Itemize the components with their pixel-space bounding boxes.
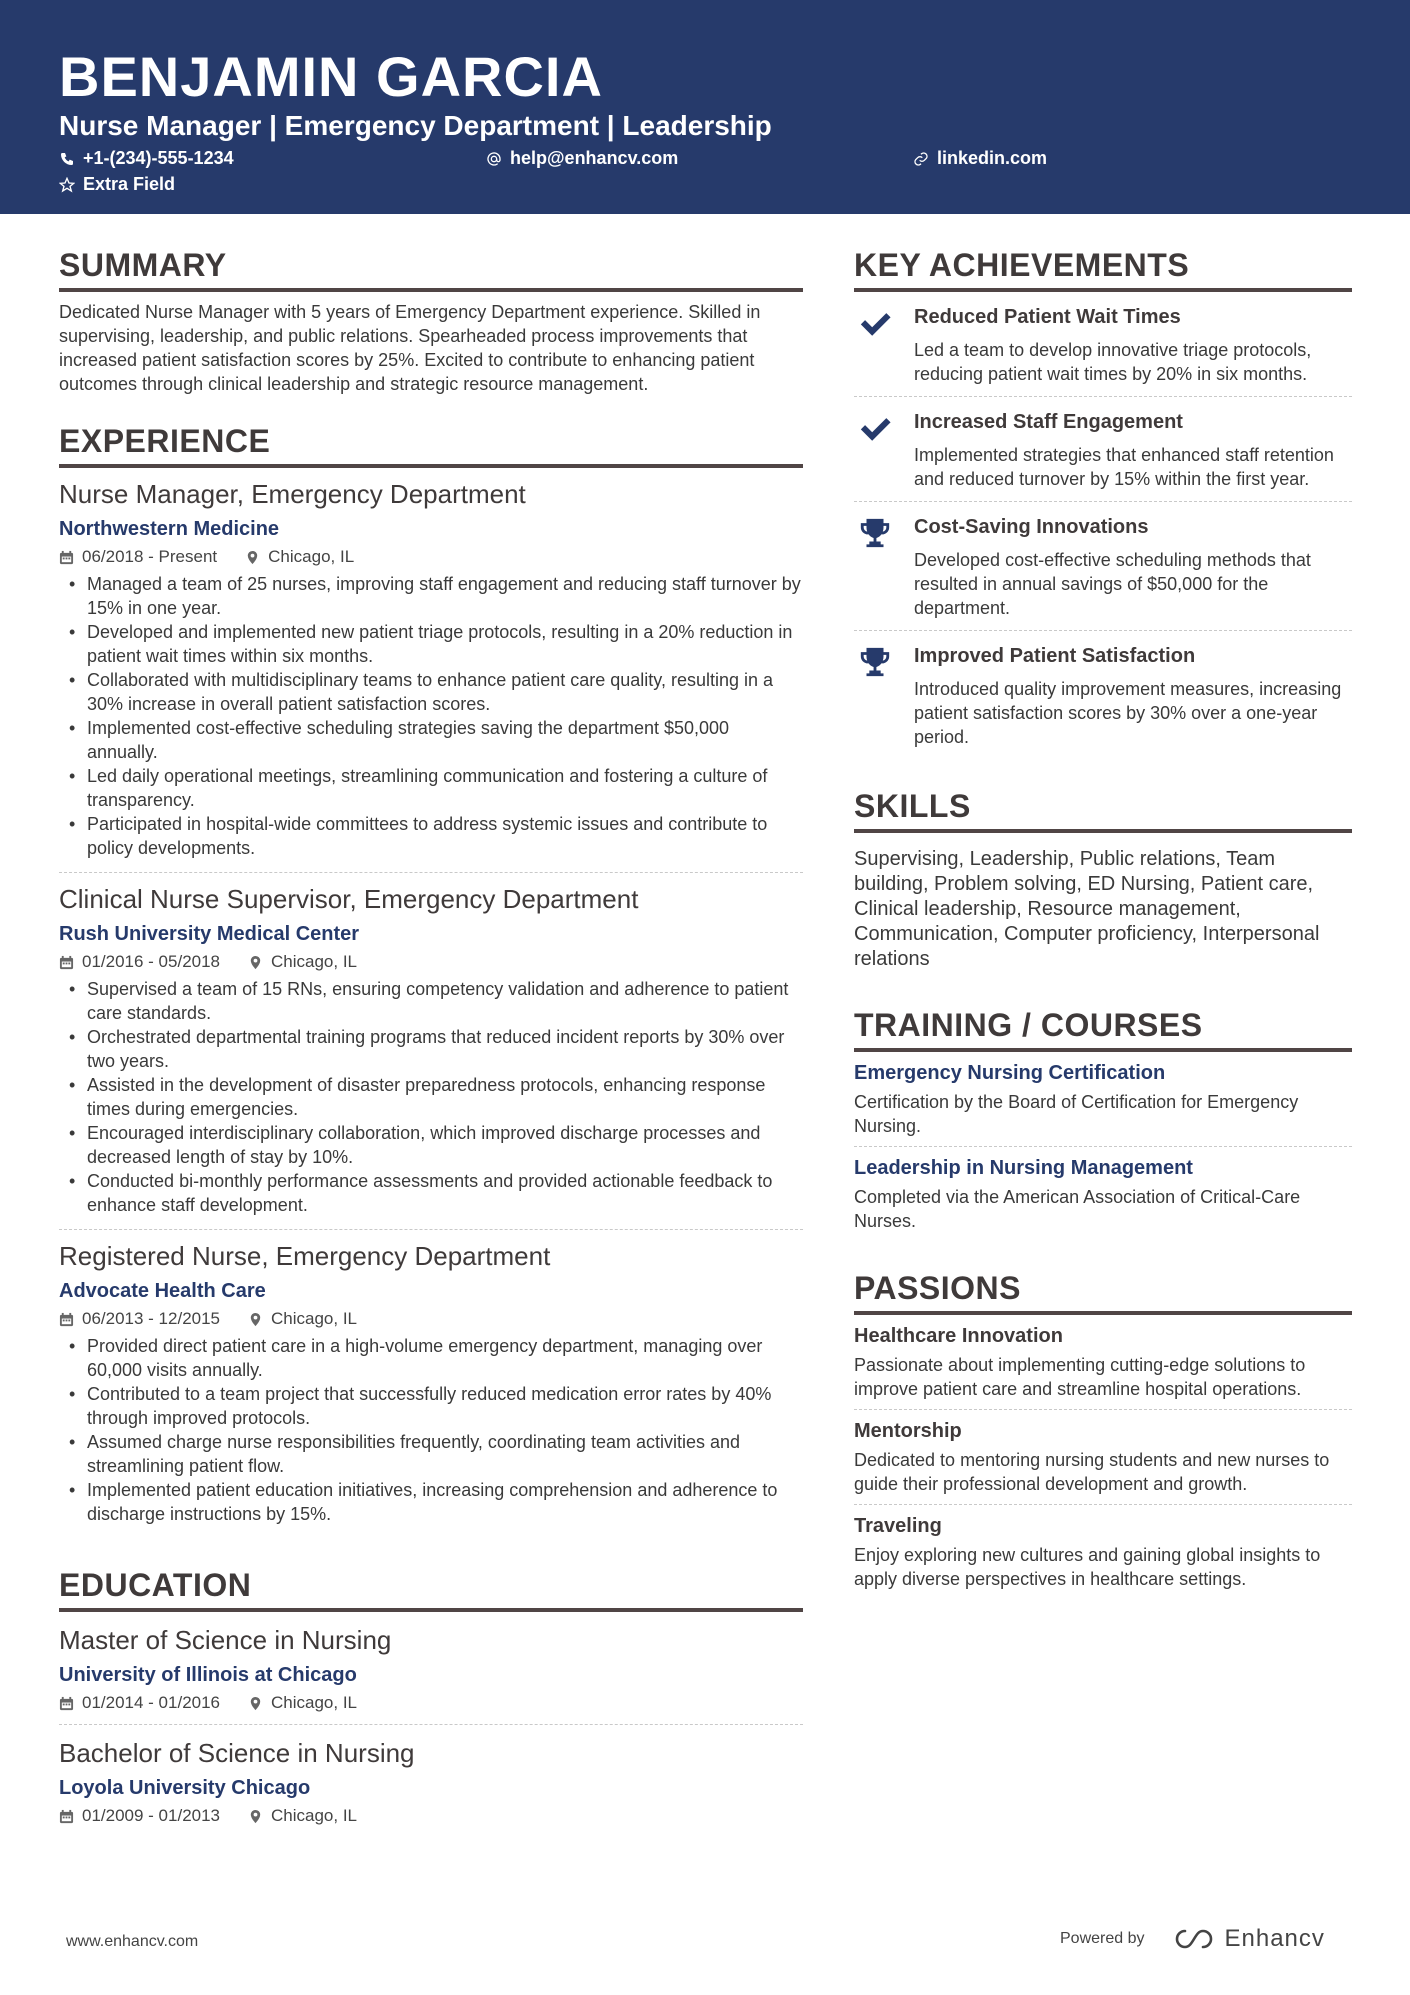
bullet-item: • Encouraged interdisciplinary collaboration, which improved discharge processes and decreased length of stay by 10%. xyxy=(59,1121,803,1169)
passions-section xyxy=(854,1269,1352,1599)
achievement-item xyxy=(854,397,1352,502)
bullet-item: • Participated in hospital-wide committees to address systemic issues and contribute to policy developments. xyxy=(59,812,803,860)
achievement-item xyxy=(854,502,1352,631)
course-item xyxy=(854,1147,1352,1241)
school-name: Loyola University Chicago xyxy=(59,1777,311,1799)
job-bullets xyxy=(59,1334,803,1526)
passion-title: Mentorship xyxy=(854,1420,962,1442)
passion-desc: Enjoy exploring new cultures and gaining global insights to apply diverse perspectives in healthcare settings. xyxy=(854,1545,1321,1589)
job-meta xyxy=(59,546,803,568)
training-heading: TRAINING / COURSES xyxy=(854,1006,1352,1052)
passion-item xyxy=(854,1505,1352,1599)
achievement-desc: Implemented strategies that enhanced staff retention and reduced turnover by 15% within the first year. xyxy=(914,445,1334,489)
bullet-item: • Implemented patient education initiatives, increasing comprehension and adherence to discharge instructions by 15%. xyxy=(59,1478,803,1526)
summary-section xyxy=(59,246,803,396)
left-column xyxy=(59,246,803,1865)
achievement-title: Increased Staff Engagement xyxy=(914,411,1183,433)
education-heading: EDUCATION xyxy=(59,1566,803,1612)
star-icon xyxy=(59,177,75,193)
enhancv-logo-icon xyxy=(1171,1927,1217,1951)
skills-section xyxy=(854,787,1352,972)
extra-field-text: Extra Field xyxy=(83,174,176,194)
achievement-item xyxy=(854,292,1352,397)
job-company: Northwestern Medicine xyxy=(59,518,280,540)
bullet-item: • Implemented cost-effective scheduling strategies saving the department $50,000 annually. xyxy=(59,716,803,764)
skills-text: Supervising, Leadership, Public relations, Team building, Problem solving, ED Nursing, Patient care, Clinical leadership, Resource management, Communication, Computer proficiency, Interpersonal relations xyxy=(854,848,1320,970)
location-text: Chicago, IL xyxy=(271,1806,358,1825)
summary-heading: SUMMARY xyxy=(59,246,803,292)
location-pin-icon xyxy=(248,1809,263,1824)
location-text: Chicago, IL xyxy=(271,952,358,971)
link-icon xyxy=(913,151,929,167)
contact-email[interactable] xyxy=(486,148,678,169)
dates-text: 01/2009 - 01/2013 xyxy=(82,1806,221,1825)
bullet-item: • Conducted bi-monthly performance assessments and provided actionable feedback to enhance staff development. xyxy=(59,1169,803,1217)
job-location xyxy=(245,546,354,568)
dates-text: 06/2013 - 12/2015 xyxy=(82,1309,221,1328)
achievement-desc: Introduced quality improvement measures, increasing patient satisfaction scores by 30% over a one-year period. xyxy=(914,679,1342,747)
job-bullets xyxy=(59,977,803,1217)
experience-section xyxy=(59,422,803,1538)
experience-heading: EXPERIENCE xyxy=(59,422,803,468)
calendar-icon xyxy=(59,1696,74,1711)
location-pin-icon xyxy=(245,550,260,565)
job-dates xyxy=(59,546,217,568)
job-meta xyxy=(59,1308,803,1330)
job-title: Clinical Nurse Supervisor, Emergency Department xyxy=(59,884,639,914)
bullet-item: • Orchestrated departmental training programs that reduced incident reports by 30% over two years. xyxy=(59,1025,803,1073)
footer-branding xyxy=(1060,1925,1325,1953)
powered-by-text: Powered by xyxy=(1060,1930,1145,1947)
calendar-icon xyxy=(59,550,74,565)
job-meta xyxy=(59,951,803,973)
contact-extra xyxy=(59,174,175,195)
calendar-icon xyxy=(59,1312,74,1327)
resume-header xyxy=(0,0,1410,214)
education-entry xyxy=(59,1725,803,1837)
bullet-item: • Led daily operational meetings, streamlining communication and fostering a culture of transparency. xyxy=(59,764,803,812)
email-text[interactable]: help@enhancv.com xyxy=(510,148,679,168)
location-pin-icon xyxy=(248,1696,263,1711)
degree-title: Bachelor of Science in Nursing xyxy=(59,1738,415,1768)
footer-website[interactable]: www.enhancv.com xyxy=(66,1933,199,1950)
education-entry xyxy=(59,1612,803,1725)
location-text: Chicago, IL xyxy=(268,547,355,566)
location-text: Chicago, IL xyxy=(271,1309,358,1328)
passions-heading: PASSIONS xyxy=(854,1269,1352,1315)
at-icon xyxy=(486,151,502,167)
bullet-item: • Developed and implemented new patient triage protocols, resulting in a 20% reduction in patient wait times within six months. xyxy=(59,620,803,668)
trophy-icon xyxy=(858,516,892,550)
achievement-item xyxy=(854,631,1352,759)
phone-icon xyxy=(59,151,75,167)
achievement-desc: Developed cost-effective scheduling methods that resulted in annual savings of $50,000 for the department. xyxy=(914,550,1311,618)
location-text: Chicago, IL xyxy=(271,1693,358,1712)
dates-text: 01/2016 - 05/2018 xyxy=(82,952,221,971)
school-name: University of Illinois at Chicago xyxy=(59,1664,357,1686)
contact-website[interactable] xyxy=(913,148,1047,169)
education-dates xyxy=(59,1692,220,1714)
achievement-title: Improved Patient Satisfaction xyxy=(914,645,1196,667)
calendar-icon xyxy=(59,955,74,970)
right-column xyxy=(854,246,1352,1627)
job-location xyxy=(248,951,357,973)
bullet-item: • Contributed to a team project that successfully reduced medication error rates by 40% through improved protocols. xyxy=(59,1382,803,1430)
summary-text: Dedicated Nurse Manager with 5 years of Emergency Department experience. Skilled in supervising, leadership, and public relations. Spearheaded process improvements that increased patient satisfaction scores by 25%. Excited to contribute to enhancing patient outcomes through clinical leadership and strategic resource management. xyxy=(59,302,761,394)
job-entry xyxy=(59,468,803,873)
education-location xyxy=(248,1692,357,1714)
training-section xyxy=(854,1006,1352,1241)
achievement-title: Reduced Patient Wait Times xyxy=(914,306,1181,328)
job-entry xyxy=(59,1230,803,1538)
job-dates xyxy=(59,1308,220,1330)
job-title: Nurse Manager, Emergency Department xyxy=(59,479,526,509)
dates-text: 01/2014 - 01/2016 xyxy=(82,1693,221,1712)
degree-title: Master of Science in Nursing xyxy=(59,1625,392,1655)
bullet-item: • Assisted in the development of disaster preparedness protocols, enhancing response times during emergencies. xyxy=(59,1073,803,1121)
passion-item xyxy=(854,1315,1352,1410)
passion-desc: Passionate about implementing cutting-edge solutions to improve patient care and streamline hospital operations. xyxy=(854,1355,1306,1399)
course-desc: Certification by the Board of Certification for Emergency Nursing. xyxy=(854,1092,1299,1136)
brand-logo[interactable] xyxy=(1171,1925,1325,1953)
candidate-tagline: Nurse Manager | Emergency Department | Leadership xyxy=(59,110,772,141)
passion-title: Healthcare Innovation xyxy=(854,1325,1063,1347)
achievements-heading: KEY ACHIEVEMENTS xyxy=(854,246,1352,292)
website-text[interactable]: linkedin.com xyxy=(937,148,1048,168)
education-meta xyxy=(59,1805,803,1827)
education-location xyxy=(248,1805,357,1827)
job-location xyxy=(248,1308,357,1330)
skills-heading: SKILLS xyxy=(854,787,1352,833)
bullet-item: • Collaborated with multidisciplinary teams to enhance patient care quality, resulting in a 30% increase in overall patient satisfaction scores. xyxy=(59,668,803,716)
job-bullets xyxy=(59,572,803,860)
course-title: Emergency Nursing Certification xyxy=(854,1062,1166,1084)
achievements-section xyxy=(854,246,1352,759)
bullet-item: • Supervised a team of 15 RNs, ensuring competency validation and adherence to patient care standards. xyxy=(59,977,803,1025)
education-meta xyxy=(59,1692,803,1714)
calendar-icon xyxy=(59,1809,74,1824)
bullet-item: • Provided direct patient care in a high-volume emergency department, managing over 60,000 visits annually. xyxy=(59,1334,803,1382)
job-company: Advocate Health Care xyxy=(59,1280,266,1302)
location-pin-icon xyxy=(248,955,263,970)
location-pin-icon xyxy=(248,1312,263,1327)
achievement-desc: Led a team to develop innovative triage protocols, reducing patient wait times by 20% in six months. xyxy=(914,340,1312,384)
passion-desc: Dedicated to mentoring nursing students and new nurses to guide their professional development and growth. xyxy=(854,1450,1330,1494)
passion-title: Traveling xyxy=(854,1515,942,1537)
job-company: Rush University Medical Center xyxy=(59,923,360,945)
job-entry xyxy=(59,873,803,1230)
course-desc: Completed via the American Association of Critical-Care Nurses. xyxy=(854,1187,1301,1231)
course-title: Leadership in Nursing Management xyxy=(854,1157,1193,1179)
check-icon xyxy=(858,411,892,445)
contact-phone xyxy=(59,148,234,169)
education-dates xyxy=(59,1805,220,1827)
bullet-item: • Assumed charge nurse responsibilities frequently, coordinating team activities and streamlining patient flow. xyxy=(59,1430,803,1478)
brand-name: Enhancv xyxy=(1224,1925,1325,1952)
passion-item xyxy=(854,1410,1352,1505)
dates-text: 06/2018 - Present xyxy=(82,547,218,566)
candidate-name: BENJAMIN GARCIA xyxy=(59,45,603,108)
bullet-item: • Managed a team of 25 nurses, improving staff engagement and reducing staff turnover by 15% in one year. xyxy=(59,572,803,620)
job-title: Registered Nurse, Emergency Department xyxy=(59,1241,551,1271)
achievement-title: Cost-Saving Innovations xyxy=(914,516,1149,538)
course-item xyxy=(854,1052,1352,1147)
trophy-icon xyxy=(858,645,892,679)
education-section xyxy=(59,1566,803,1837)
job-dates xyxy=(59,951,220,973)
check-icon xyxy=(858,306,892,340)
phone-text: +1-(234)-555-1234 xyxy=(83,148,234,168)
